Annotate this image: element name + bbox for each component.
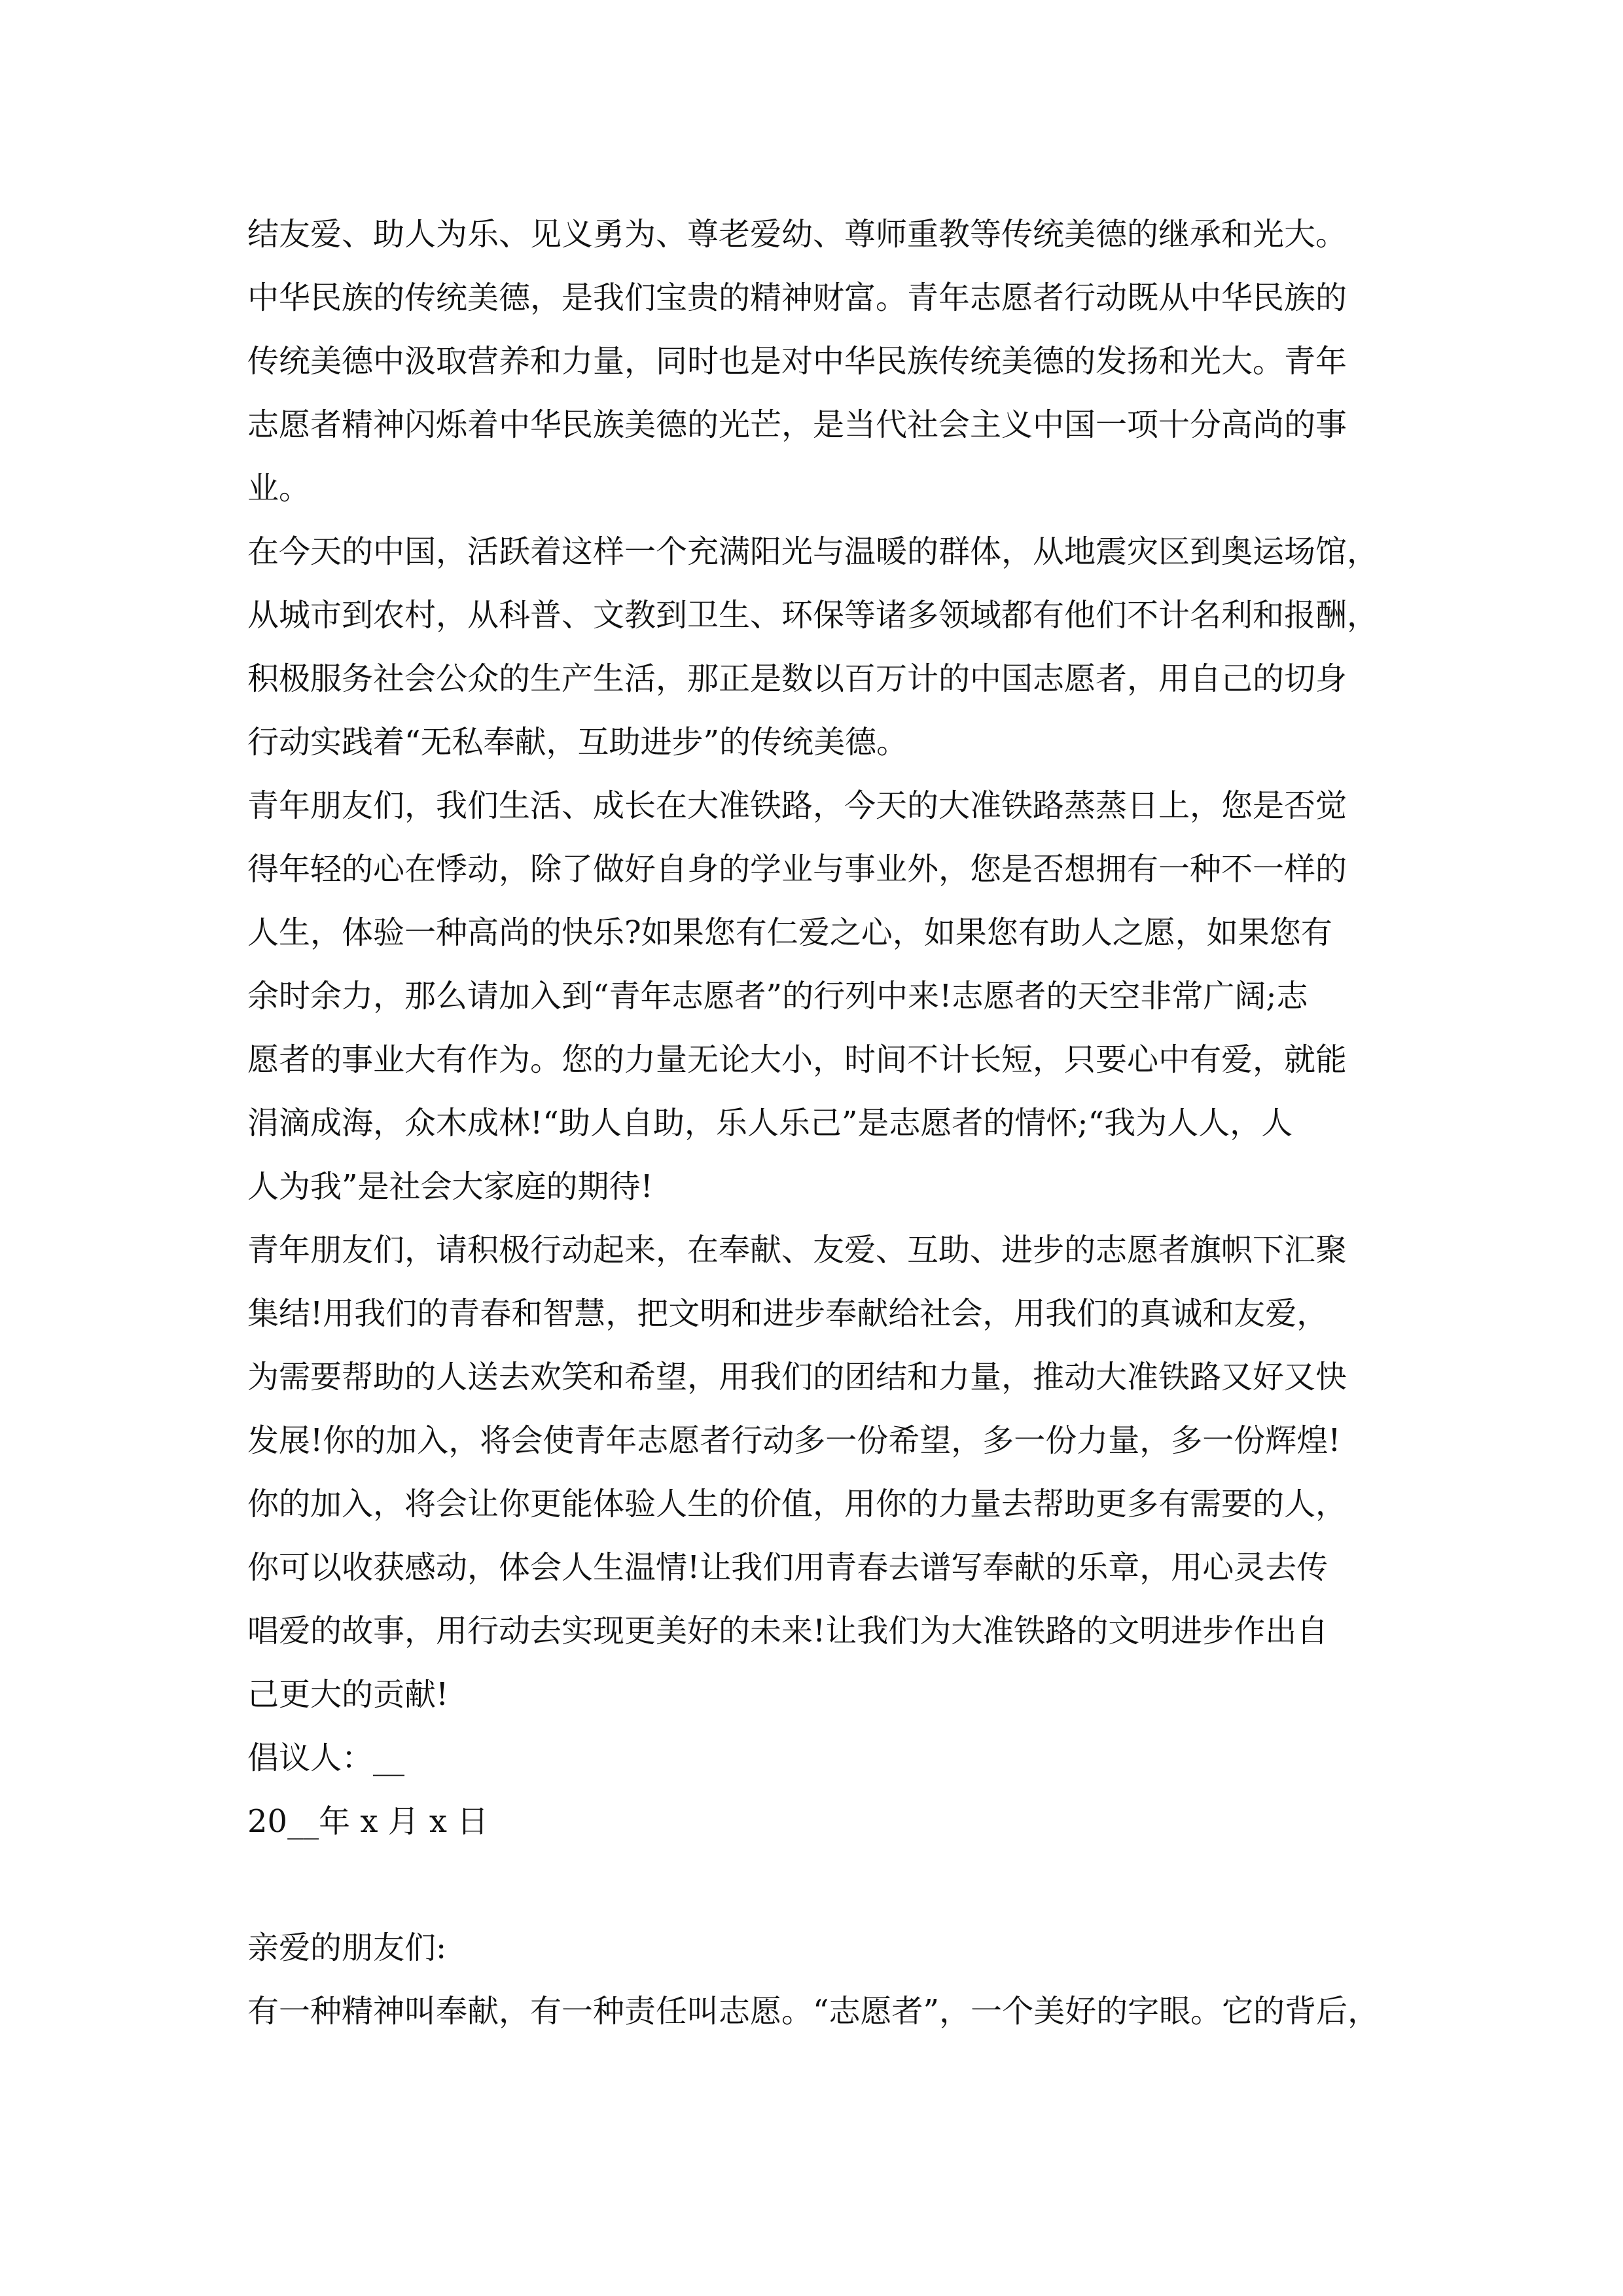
text-line: 愿者的事业大有作为。您的力量无论大小，时间不计长短，只要心中有爱，就能 xyxy=(247,1041,1347,1078)
text-line: 从城市到农村，从科普、文教到卫生、环保等诸多领域都有他们不计名利和报酬， xyxy=(247,597,1379,634)
text-line: 在今天的中国，活跃着这样一个充满阳光与温暖的群体，从地震灾区到奥运场馆， xyxy=(247,533,1379,570)
text-line: 己更大的贡献! xyxy=(247,1676,449,1713)
text-line: 为需要帮助的人送去欢笑和希望，用我们的团结和力量，推动大准铁路又好又快 xyxy=(247,1359,1347,1395)
text-line: 涓滴成海，众木成林!“助人自助，乐人乐己”是志愿者的情怀;“我为人人，人 xyxy=(247,1105,1293,1141)
text-line: 你可以收获感动，体会人生温情!让我们用青春去谱写奉献的乐章，用心灵去传 xyxy=(247,1549,1329,1586)
text-line: 业。 xyxy=(247,470,311,507)
text-line: 发展!你的加入，将会使青年志愿者行动多一份希望，多一份力量，多一份辉煌! xyxy=(247,1422,1341,1459)
text-line: 青年朋友们，请积极行动起来，在奉献、友爱、互助、进步的志愿者旗帜下汇聚 xyxy=(247,1232,1347,1268)
greeting-line: 亲爱的朋友们: xyxy=(247,1929,447,1966)
signature-line: 倡议人：__ xyxy=(247,1740,405,1776)
document-body xyxy=(247,203,1399,2043)
text-line: 唱爱的故事，用行动去实现更美好的未来!让我们为大准铁路的文明进步作出自 xyxy=(247,1613,1329,1649)
text-line: 人生，体验一种高尚的快乐?如果您有仁爱之心，如果您有助人之愿，如果您有 xyxy=(247,914,1332,951)
text-line: 得年轻的心在悸动，除了做好自身的学业与事业外，您是否想拥有一种不一样的 xyxy=(247,851,1347,888)
text-line: 有一种精神叫奉献，有一种责任叫志愿。“志愿者”，一个美好的字眼。它的背后， xyxy=(247,1993,1380,2030)
text-line: 传统美德中汲取营养和力量，同时也是对中华民族传统美德的发扬和光大。青年 xyxy=(247,343,1347,380)
date-line: 20__年 x 月 x 日 xyxy=(247,1803,489,1840)
section-gap xyxy=(247,1854,1399,1916)
text-line: 结友爱、助人为乐、见义勇为、尊老爱幼、尊师重教等传统美德的继承和光大。 xyxy=(247,216,1347,253)
text-line: 集结!用我们的青春和智慧，把文明和进步奉献给社会，用我们的真诚和友爱， xyxy=(247,1295,1329,1332)
text-line: 余时余力，那么请加入到“青年志愿者”的行列中来!志愿者的天空非常广阔;志 xyxy=(247,978,1308,1014)
text-line: 积极服务社会公众的生产生活，那正是数以百万计的中国志愿者，用自己的切身 xyxy=(247,660,1347,697)
text-line: 中华民族的传统美德，是我们宝贵的精神财富。青年志愿者行动既从中华民族的 xyxy=(247,279,1347,316)
text-line: 志愿者精神闪烁着中华民族美德的光芒，是当代社会主义中国一项十分高尚的事 xyxy=(247,406,1347,443)
text-line: 青年朋友们，我们生活、成长在大准铁路，今天的大准铁路蒸蒸日上，您是否觉 xyxy=(247,787,1347,824)
text-line: 人为我”是社会大家庭的期待! xyxy=(247,1168,653,1205)
text-line: 你的加入，将会让你更能体验人生的价值，用你的力量去帮助更多有需要的人， xyxy=(247,1486,1347,1522)
text-line: 行动实践着“无私奉献，互助进步”的传统美德。 xyxy=(247,724,908,761)
